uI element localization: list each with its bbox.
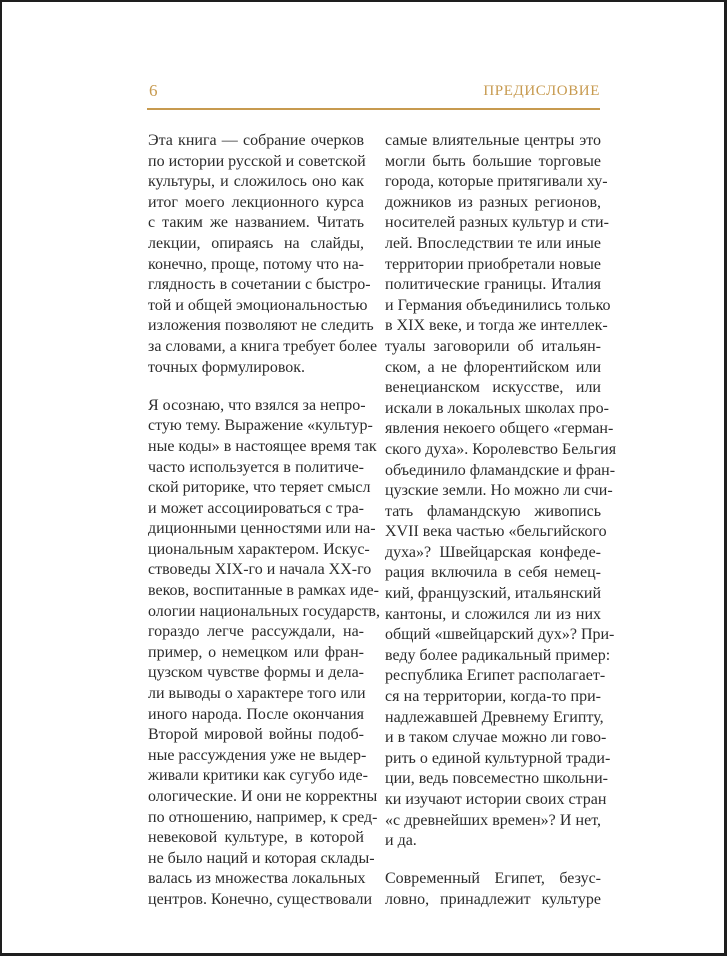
text-line: искали в локальных школах про- bbox=[385, 399, 609, 417]
text-line: политические границы. Италия bbox=[385, 276, 601, 294]
text-line: веков, воспитанные в рамках иде- bbox=[148, 582, 379, 600]
text-line: часто используется в политиче- bbox=[148, 458, 364, 476]
text-line: и да. bbox=[385, 832, 417, 850]
text-line: культуры, и сложилось оно как bbox=[148, 173, 364, 191]
text-line: объединило фламандские и фран- bbox=[385, 461, 616, 479]
text-line: территории приобретали новые bbox=[385, 255, 601, 273]
text-line: по отношению, например, к сред- bbox=[148, 808, 378, 826]
text-line: ные коды» в настоящее время так bbox=[148, 437, 377, 455]
text-line: ные рассуждения уже не выдер- bbox=[148, 746, 367, 764]
text-line: туалы заговорили об итальян- bbox=[385, 337, 601, 355]
paragraph bbox=[385, 131, 617, 852]
text-line: дожников из разных регионов, bbox=[385, 193, 601, 211]
text-line: кантоны, и сложился ли из них bbox=[385, 605, 601, 623]
text-line: центров. Конечно, существовали bbox=[148, 890, 373, 908]
running-head bbox=[147, 80, 600, 102]
text-line: цузские земли. Но можно ли счи- bbox=[385, 482, 613, 500]
text-line: города, которые притягивали ху- bbox=[385, 173, 608, 191]
text-line: глядность в сочетании с быстро- bbox=[148, 276, 371, 294]
paragraph bbox=[385, 869, 601, 910]
text-line: надлежавшей Древнему Египту, bbox=[385, 708, 604, 726]
text-line: диционными ценностями или на- bbox=[148, 520, 376, 538]
text-line: ологии национальных государств, bbox=[148, 602, 380, 620]
text-line: и Германия объединились только bbox=[385, 296, 611, 314]
text-line: Второй мировой войны подоб- bbox=[148, 726, 364, 744]
text-line: той и общей эмоциональностью bbox=[148, 296, 368, 314]
text-line: точных формулировок. bbox=[148, 358, 306, 376]
text-line: могли быть большие торговые bbox=[385, 152, 601, 170]
right-text-column bbox=[385, 131, 617, 911]
text-line: «с древнейших времен»? И нет, bbox=[385, 811, 601, 829]
text-line: ции, ведь повсеместно школьни- bbox=[385, 770, 608, 788]
text-line: XVII века частью «бельгийского bbox=[385, 523, 607, 541]
text-line: стую тему. Выражение «культур- bbox=[148, 417, 373, 435]
text-line: самые влиятельные центры это bbox=[385, 132, 601, 149]
text-line: ловно, принадлежит культуре bbox=[385, 890, 601, 908]
text-line: республика Египет располагает- bbox=[385, 667, 606, 685]
text-line: и может ассоциироваться с тра- bbox=[148, 499, 364, 517]
text-line: ского духа». Королевство Бельгия bbox=[385, 440, 617, 458]
text-line: ки изучают истории своих стран bbox=[385, 791, 607, 808]
paragraph bbox=[148, 396, 380, 911]
text-line: в XIX веке, и тогда же интеллек- bbox=[385, 317, 608, 335]
text-line: тать фламандскую живопись bbox=[385, 502, 601, 520]
left-text-column bbox=[148, 131, 380, 911]
paragraph bbox=[148, 131, 378, 378]
section-title: ПРЕДИСЛОВИЕ bbox=[483, 83, 600, 99]
text-line: валась из множества локальных bbox=[148, 870, 366, 888]
text-line: лекции, опираясь на слайды, bbox=[148, 234, 364, 252]
text-line: пример, о немецком или фран- bbox=[148, 643, 364, 661]
text-line: Я осознаю, что взялся за непро- bbox=[148, 396, 366, 414]
text-line: цузском чувстве формы и дела- bbox=[148, 664, 364, 682]
text-line: ствоведы XIX-го и начала XX-го bbox=[148, 561, 372, 579]
text-line: носителей разных культур и сти- bbox=[385, 214, 609, 232]
text-line: гораздо легче рассуждали, на- bbox=[148, 623, 364, 641]
text-line: изложения позволяют не следить bbox=[148, 317, 374, 335]
text-line: Современный Египет, безус- bbox=[385, 870, 601, 888]
text-line: лей. Впоследствии те или иные bbox=[385, 234, 601, 252]
text-line: кий, французский, итальянский bbox=[385, 585, 602, 603]
text-line: живали критики как сугубо иде- bbox=[148, 767, 368, 785]
text-line: иного народа. После окончания bbox=[148, 705, 364, 723]
text-line: не было наций и которая склады- bbox=[148, 849, 375, 867]
text-line: с таким же названием. Читать bbox=[148, 214, 364, 232]
page-number: 6 bbox=[149, 81, 158, 100]
text-line: ся на территории, когда-то при- bbox=[385, 688, 601, 706]
text-line: явления некоего общего «герман- bbox=[385, 420, 614, 438]
text-line: циональным характером. Искус- bbox=[148, 540, 370, 558]
text-line: общий «швейцарский дух»? При- bbox=[385, 626, 615, 644]
text-line: невековой культуре, в которой bbox=[148, 829, 364, 847]
text-line: ском, а не флорентийском или bbox=[385, 358, 601, 376]
text-line: Эта книга — собрание очерков bbox=[148, 132, 364, 149]
text-line: за словами, а книга требует более bbox=[148, 337, 378, 355]
text-line: веду более радикальный пример: bbox=[385, 646, 611, 664]
text-line: и в таком случае можно ли гово- bbox=[385, 729, 607, 747]
text-line: по истории русской и советской bbox=[148, 152, 366, 170]
text-line: итог моего лекционного курса bbox=[148, 193, 364, 211]
text-line: ологические. И они не корректны bbox=[148, 788, 378, 805]
text-line: ской риторике, что теряет смысл bbox=[148, 479, 371, 497]
text-line: конечно, проще, потому что на- bbox=[148, 255, 364, 273]
text-line: рация включила в себя немец- bbox=[385, 564, 601, 582]
text-line: духа»? Швейцарская конфеде- bbox=[385, 543, 601, 561]
header-rule bbox=[147, 108, 600, 110]
text-line: ли выводы о характере того или bbox=[148, 685, 366, 703]
text-line: рить о единой культурной тради- bbox=[385, 749, 611, 767]
text-line: венецианском искусстве, или bbox=[385, 379, 601, 397]
